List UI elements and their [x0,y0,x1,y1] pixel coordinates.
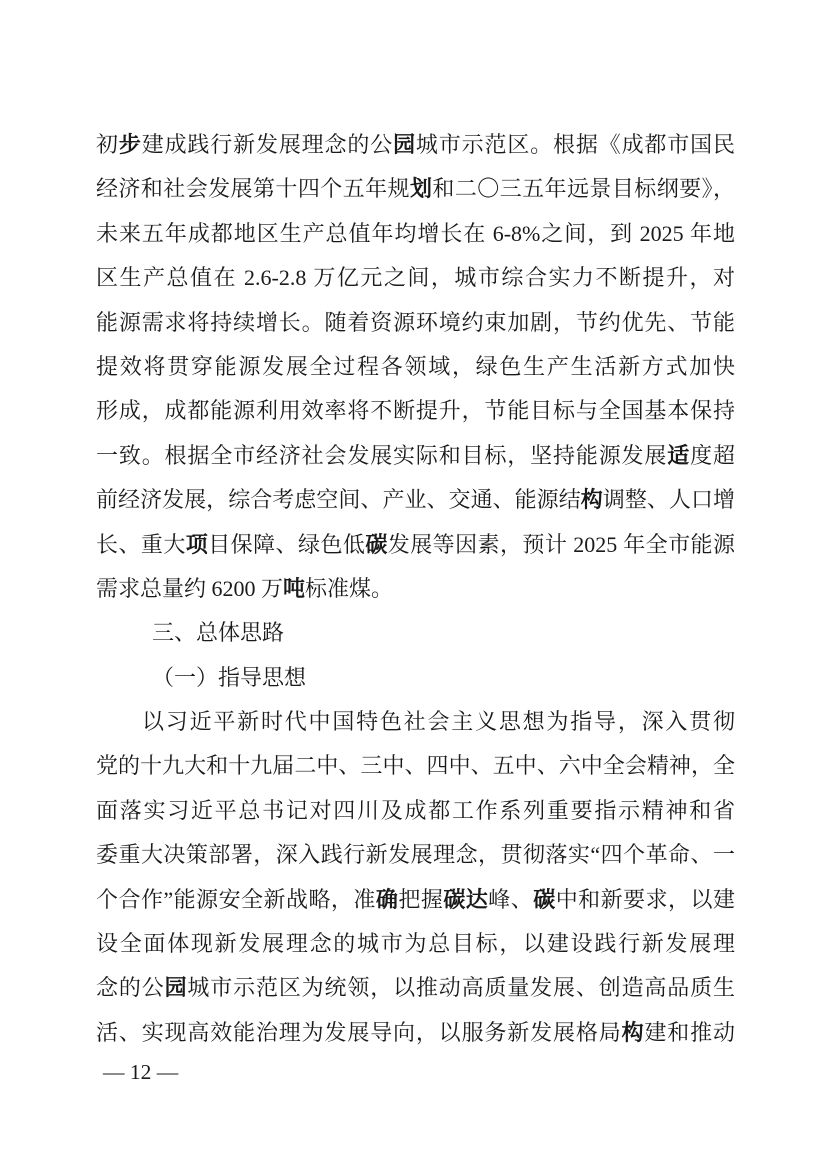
text-run: 峰、 [488,886,534,912]
page-number: — 12 — [103,1060,179,1084]
text-line-15 [96,744,735,788]
text-line-20 [96,966,735,1010]
text-line-8 [96,434,735,478]
text-run: 初 [96,132,119,157]
text-run: 面落实习近平总书记对四川及成都工作系列重要指示精神和省 [96,797,735,823]
text-run: 把握 [398,886,444,912]
text-line-4 [96,256,735,300]
text-run: 提效将贯穿能源发展全过程各领域，绿色生产生活新方式加快 [96,353,735,379]
document-body [96,123,735,1055]
text-run: （一）指导思想 [152,664,307,690]
bold-text-run: 步 [118,132,142,157]
text-line-11 [96,567,735,611]
bold-text-run: 构 [621,1019,645,1045]
text-line-2 [96,167,735,211]
text-run: 形成，成都能源利用效率将不断提升，节能目标与全国基本保持 [96,398,735,424]
text-line-9 [96,478,735,522]
text-run: 建和推动 [644,1019,735,1045]
text-line-14 [96,700,735,744]
text-run: 和二〇三五年远景目标纲要》， [432,176,735,202]
bold-text-run: 碳 [533,886,556,912]
text-line-3 [96,212,735,256]
text-run: 需求总量约 6200 万 [96,575,284,601]
text-run: 念的公 [96,975,165,1001]
text-line-21 [96,1011,735,1055]
text-line-17 [96,833,735,877]
text-run: 党的十九大和十九届二中、三中、四中、五中、六中全会精神，全 [96,753,735,779]
text-run: 度超 [690,442,735,468]
text-line-16 [96,789,735,833]
text-run: 个合作”能源安全新战略，准 [96,886,376,912]
text-run: 城市示范区。根据《成都市国民 [415,132,735,157]
text-run: 三、总体思路 [152,620,285,646]
bold-text-run: 划 [409,176,433,202]
bold-text-run: 项 [185,531,209,557]
bold-text-run: 确 [375,886,399,912]
text-line-1 [96,123,735,167]
text-run: 长、重大 [96,531,186,557]
text-line-7 [96,389,735,433]
text-run: 发展等因素，预计 2025 年全市能源 [387,531,735,557]
text-line-12 [96,611,735,655]
text-run: 区生产总值在 2.6-2.8 万亿元之间，城市综合实力不断提升，对 [96,265,735,291]
text-line-13 [96,656,735,700]
text-run: 设全面体现新发展理念的城市为总目标，以建设践行新发展理 [96,931,735,957]
bold-text-run: 园 [164,975,188,1001]
text-line-18 [96,878,735,922]
text-line-10 [96,523,735,567]
text-run: 标准煤。 [305,575,394,601]
text-run: 建成践行新发展理念的公 [141,132,394,157]
bold-text-run: 适 [667,442,691,468]
bold-text-run: 碳达 [443,886,489,912]
text-run: 活、实现高效能治理为发展导向，以服务新发展格局 [96,1019,622,1045]
text-run: 调整、人口增 [602,487,735,513]
text-run: 能源需求将持续增长。随着资源环境约束加剧，节约优先、节能 [96,309,735,335]
text-line-5 [96,301,735,345]
text-line-6 [96,345,735,389]
text-run: 中和新要求，以建 [555,886,735,912]
text-run: 城市示范区为统领，以推动高质量发展、创造高品质生 [187,975,735,1001]
text-run: 经济和社会发展第十四个五年规 [96,176,410,202]
text-run: 委重大决策部署，深入践行新发展理念，贯彻落实“四个革命、一 [96,842,735,868]
text-run: 一致。根据全市经济社会发展实际和目标，坚持能源发展 [96,442,668,468]
bold-text-run: 碳 [365,531,388,557]
text-run: 前经济发展，综合考虑空间、产业、交通、能源结 [96,487,581,513]
bold-text-run: 构 [580,487,603,513]
text-run: 目保障、绿色低 [208,531,366,557]
text-line-19 [96,922,735,966]
bold-text-run: 吨 [283,575,306,601]
text-run: 以习近平新时代中国特色社会主义思想为指导，深入贯彻 [142,709,735,735]
text-run: 未来五年成都地区生产总值年均增长在 6-8%之间，到 2025 年地 [96,220,735,246]
bold-text-run: 园 [393,132,416,157]
